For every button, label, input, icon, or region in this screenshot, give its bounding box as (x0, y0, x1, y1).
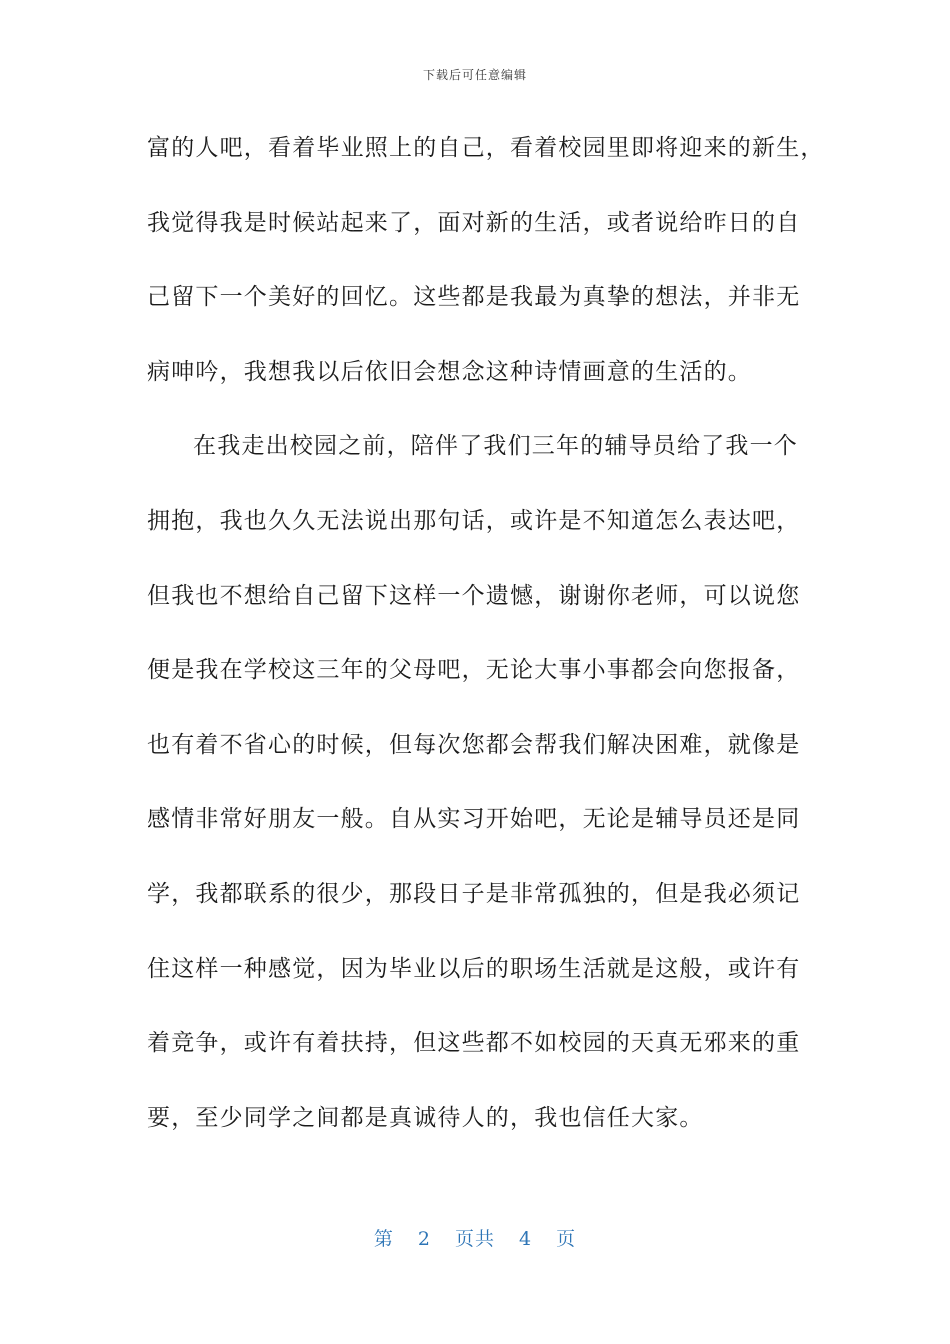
text-line-10: 感情非常好朋友一般。自从实习开始吧，无论是辅导员还是同 (147, 806, 801, 833)
page-prefix: 第 (373, 1228, 394, 1250)
page-suffix: 页 (556, 1228, 577, 1250)
text-line-9: 也有着不省心的时候，但每次您都会帮我们解决困难，就像是 (147, 731, 801, 758)
text-line-13: 着竞争，或许有着扶持，但这些都不如校园的天真无邪来的重 (147, 1030, 801, 1057)
page-number-footer (0, 1224, 950, 1251)
current-page-number: 2 (417, 1228, 431, 1250)
text-line-14: 要，至少同学之间都是真诚待人的，我也信任大家。 (147, 1104, 704, 1131)
total-pages-number: 4 (519, 1228, 533, 1250)
text-line-7: 但我也不想给自己留下这样一个遗憾，谢谢你老师，可以说您 (147, 582, 801, 609)
text-line-5-paragraph-start: 在我走出校园之前，陪伴了我们三年的辅导员给了我一个 (193, 433, 798, 460)
page-middle-text: 页共 (454, 1228, 495, 1250)
document-body (147, 122, 825, 1166)
text-line-2: 我觉得我是时候站起来了，面对新的生活，或者说给昨日的自 (147, 209, 801, 236)
text-line-12: 住这样一种感觉，因为毕业以后的职场生活就是这般，或许有 (147, 955, 801, 982)
text-line-6: 拥抱，我也久久无法说出那句话，或许是不知道怎么表达吧， (147, 507, 801, 534)
text-line-4: 病呻吟，我想我以后依旧会想念这种诗情画意的生活的。 (147, 358, 752, 385)
text-line-8: 便是我在学校这三年的父母吧，无论大事小事都会向您报备， (147, 657, 801, 684)
text-line-3: 己留下一个美好的回忆。这些都是我最为真挚的想法，并非无 (147, 284, 801, 311)
text-line-1: 富的人吧，看着毕业照上的自己，看着校园里即将迎来的新生， (147, 135, 825, 161)
text-line-11: 学，我都联系的很少，那段日子是非常孤独的，但是我必须记 (147, 880, 801, 907)
header-note: 下载后可任意编辑 (422, 68, 527, 82)
